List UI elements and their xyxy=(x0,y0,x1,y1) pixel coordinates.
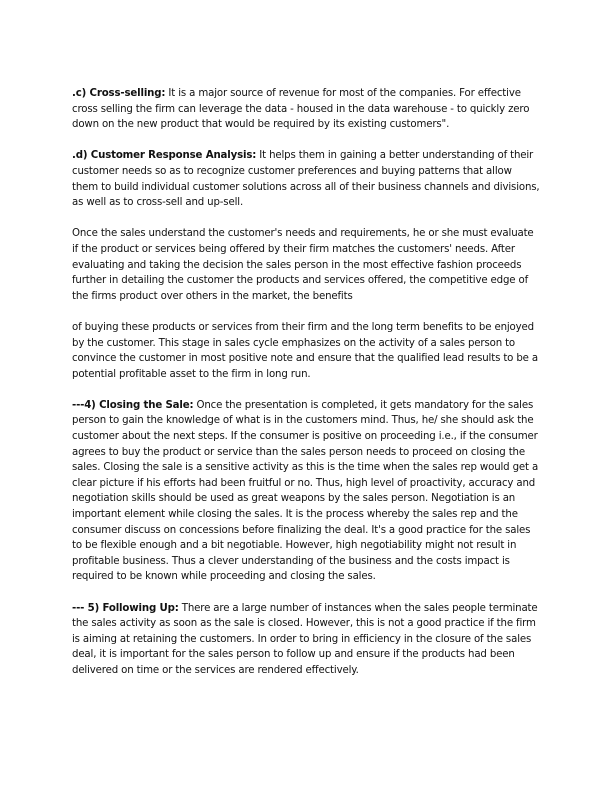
paragraph-customer-response xyxy=(72,148,540,210)
paragraph-body: Once the presentation is completed, it gets mandatory for the sales person to gain the knowledge of what is in the customers mind. Thus, he/ she should ask the customer about the next steps. If the consumer is positive on proceeding i.e., if the consumer agrees to buy the product or service than the sales person needs to proceed on closing the sales. Closing the sale is a sensitive activity as this is the time when the sales rep would get a clear picture if his efforts had been fruitful or no. Thus, high level of proactivity, accuracy and negotiation skills should be used as great weapons by the sales person. Negotiation is an important element while closing the sales. It is the process whereby the sales rep and the consumer discuss on concessions before finalizing the deal. It's a good practice for the sales to be flexible enough and a bit negotiable. However, high negotiability might not result in profitable business. Thus a clever understanding of the business and the costs impact is required to be known while proceeding and closing the sales. xyxy=(72,399,539,583)
document-page xyxy=(72,86,540,694)
paragraph-body: It is a major source of revenue for most of the companies. For effective cross selling the firm can leverage the data - housed in the data warehouse - to quickly zero down on the new product that would be required by its existing customers". xyxy=(72,88,530,131)
paragraph-heading: .c) Cross-selling: xyxy=(72,88,166,99)
paragraph-body: It helps them in gaining a better understanding of their customer needs so as to recognize customer preferences and buying patterns that allow them to build individual customer solutions across all of their business channels and divisions, as well as to cross-sell and up-sell. xyxy=(72,150,540,209)
paragraph-heading: --- 5) Following Up: xyxy=(72,602,179,614)
paragraph-cross-selling xyxy=(72,86,540,133)
paragraph-heading: .d) Customer Response Analysis: xyxy=(72,150,257,162)
paragraph-closing-sale xyxy=(72,398,540,585)
paragraph-body: Once the sales understand the customer's needs and requirements, he or she must evaluate if the product or services being offered by their firm matches the customers' needs. After evaluating and taking the decision the sales person in the most effective fashion proceeds further in detailing the customer the products and services offered, the competitive edge of the firms product over others in the market, the benefits xyxy=(72,228,534,302)
paragraph-following-up xyxy=(72,601,540,679)
paragraph-buying-benefits xyxy=(72,320,540,382)
paragraph-heading: ---4) Closing the Sale: xyxy=(72,399,194,411)
paragraph-sales-evaluation xyxy=(72,226,540,304)
paragraph-body: There are a large number of instances when the sales people terminate the sales activity as soon as the sale is closed. However, this is not a good practice if the firm is aiming at retaining the customers. In order to bring in efficiency in the closure of the sales deal, it is important for the sales person to follow up and ensure if the products had been delivered on time or the services are rendered effectively. xyxy=(72,602,538,676)
paragraph-body: of buying these products or services from their firm and the long term benefits to be enjoyed by the customer. This stage in sales cycle emphasizes on the activity of a sales person to convince the customer in most positive note and ensure that the qualified lead results to be a potential profitable asset to the firm in long run. xyxy=(72,321,538,380)
